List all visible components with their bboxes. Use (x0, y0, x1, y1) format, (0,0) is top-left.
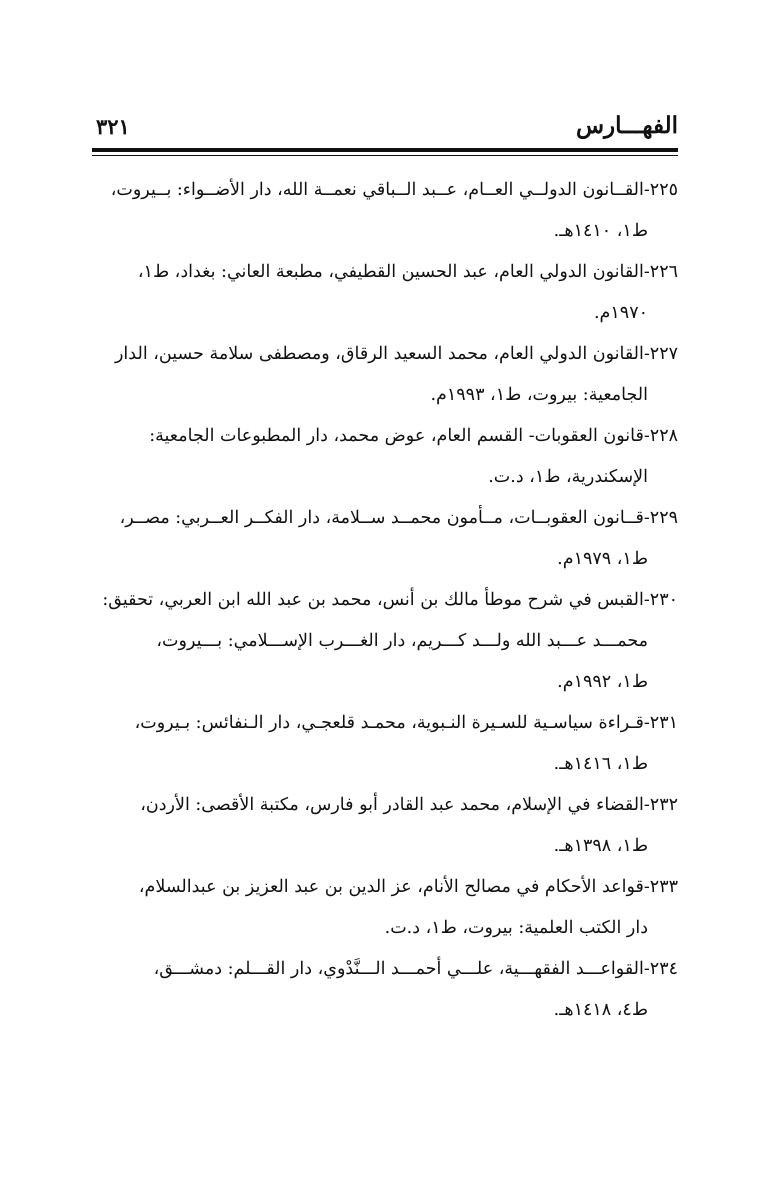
bibliography-entry (92, 785, 678, 867)
section-title: الفهـــارس (575, 112, 678, 139)
entry-line: ٢٢٨-قانون العقوبات- القسم العام، عوض محمد، دار المطبوعات الجامعية: (149, 426, 678, 446)
entry-line: ط١، ١٩٩٢م. (557, 672, 648, 692)
entry-line: ١٩٧٠م. (593, 303, 648, 323)
bibliography-entry (92, 416, 678, 498)
bibliography-entry (92, 703, 678, 785)
bibliography-entry (92, 252, 678, 334)
entry-line: ٢٣٠-القبس في شرح موطأ مالك بن أنس، محمد بن عبد الله ابن العربي، تحقيق: (102, 590, 678, 610)
entry-line: ٢٣٣-قواعد الأحكام في مصالح الأنام، عز الدين بن عبد العزيز بن عبدالسلام، (138, 877, 678, 897)
entry-line: ٢٢٦-القانون الدولي العام، عبد الحسين القطيفي، مطبعة العاني: بغداد، ط١، (137, 262, 678, 282)
entry-line: ٢٣٤-القواعـــد الفقهـــية، علـــي أحمـــد الـــنَّدْوي، دار القـــلم: دمشـــق، (153, 959, 678, 979)
entry-line: محمـــد عـــبد الله ولـــد كـــريم، دار الغـــرب الإســـلامي: بـــيروت، (156, 631, 648, 651)
header-rule-thick (92, 148, 678, 152)
bibliography-list (92, 170, 678, 1031)
bibliography-entry (92, 580, 678, 703)
header-rule-thin (92, 155, 678, 156)
bibliography-entry (92, 867, 678, 949)
entry-line: الجامعية: بيروت، ط١، ١٩٩٣م. (430, 385, 648, 405)
entry-line: ط١، ١٤١٦هـ. (553, 754, 648, 774)
entry-line: ٢٣٢-القضاء في الإسلام، محمد عبد القادر أبو فارس، مكتبة الأقصى: الأردن، (140, 795, 678, 815)
bibliography-entry (92, 498, 678, 580)
bibliography-entry (92, 170, 678, 252)
entry-line: ط٤، ١٤١٨هـ. (553, 1000, 648, 1020)
entry-line: ط١، ١٣٩٨هـ. (553, 836, 648, 856)
entry-line: ٢٣١-قـراءة سياسـية للسـيرة النـبوية، محمـد قلعجـي، دار الـنفائس: بـيروت، (134, 713, 678, 733)
bibliography-entry (92, 334, 678, 416)
page-header (92, 112, 678, 146)
index-page (92, 112, 678, 1020)
entry-line: ٢٢٧-القانون الدولي العام، محمد السعيد الرقاق، ومصطفى سلامة حسين، الدار (114, 344, 678, 364)
entry-line: الإسكندرية، ط١، د.ت. (488, 467, 648, 487)
entry-line: ٢٢٩-قــانون العقوبــات، مــأمون محمــد ســلامة، دار الفكــر العــربي: مصــر، (119, 508, 678, 528)
entry-line: ٢٢٥-القــانون الدولــي العــام، عــبد الــباقي نعمــة الله، دار الأضــواء: بــيروت، (110, 180, 678, 200)
entry-line: ط١، ١٩٧٩م. (557, 549, 648, 569)
entry-line: ط١، ١٤١٠هـ. (553, 221, 648, 241)
page-number: ٣٢١ (96, 114, 130, 139)
bibliography-entry (92, 949, 678, 1031)
entry-line: دار الكتب العلمية: بيروت، ط١، د.ت. (384, 918, 648, 938)
